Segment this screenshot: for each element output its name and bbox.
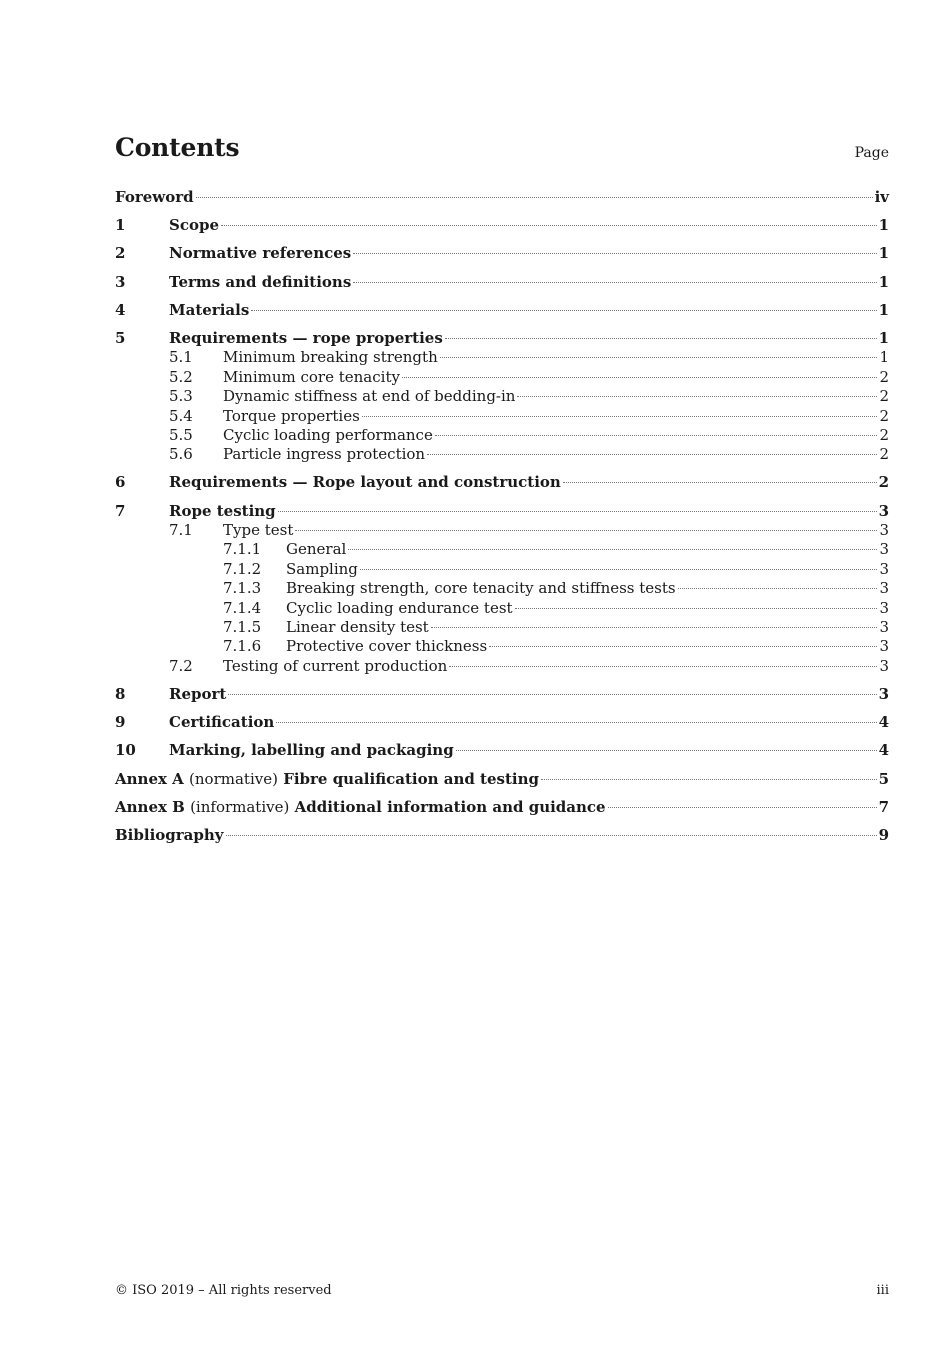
toc-entry[interactable]	[115, 657, 889, 676]
toc-entry-title: Requirements — rope properties	[169, 328, 443, 347]
dot-leader	[515, 607, 878, 609]
toc-entry[interactable]	[115, 426, 889, 445]
toc-entry-title: Dynamic stiffness at end of bedding-in	[223, 387, 516, 406]
toc-entry-number: 7.1	[169, 521, 193, 540]
toc-entry[interactable]	[115, 560, 889, 579]
toc-entry[interactable]	[115, 502, 889, 521]
toc-entry-number: 10	[115, 741, 136, 760]
dot-leader	[221, 224, 877, 226]
toc-entry-title: Terms and definitions	[169, 272, 352, 291]
toc-entry-title	[115, 770, 539, 789]
toc-entry[interactable]	[115, 473, 889, 492]
toc-entry-page: 3	[879, 637, 889, 656]
toc-entry[interactable]	[115, 579, 889, 598]
toc-entry-page: 3	[879, 521, 889, 540]
toc-entry-page: 5	[878, 769, 889, 788]
toc-entry-page: 3	[879, 598, 889, 617]
toc-entry-page: 1	[878, 272, 889, 291]
toc-entry-title: Requirements — Rope layout and construction	[169, 473, 561, 492]
toc-entry-title: General	[286, 540, 347, 559]
toc-entry-page: 1	[878, 216, 889, 235]
toc-entry[interactable]	[115, 445, 889, 464]
toc-entry-title: Normative references	[169, 244, 352, 263]
toc-entry-number: 7.1.1	[223, 540, 262, 559]
toc-entry-page: 1	[878, 328, 889, 347]
toc-entry-title: Breaking strength, core tenacity and stiffness tests	[286, 579, 676, 598]
toc-entry-title: Marking, labelling and packaging	[169, 741, 454, 760]
dot-leader	[402, 376, 878, 378]
toc-entry-title: Rope testing	[169, 501, 276, 520]
toc-entry-number: 8	[115, 684, 126, 703]
toc-entry-title: Minimum core tenacity	[223, 367, 400, 386]
dot-leader	[427, 453, 877, 455]
toc-entry-title: Cyclic loading endurance test	[286, 598, 513, 617]
toc-entry-title: Particle ingress protection	[223, 445, 426, 464]
toc-entry[interactable]	[115, 188, 889, 207]
toc-entry-title: Materials	[169, 300, 250, 319]
toc-entry-page: 1	[879, 348, 889, 367]
footer-page-number: iii	[876, 1283, 889, 1298]
dot-leader	[196, 196, 873, 198]
toc-entry-number: 7.1.5	[223, 618, 262, 636]
toc-entry-page: 2	[879, 425, 889, 444]
toc-entry-number: 4	[115, 300, 126, 319]
toc-entry[interactable]	[115, 387, 889, 406]
toc-entry-title: Foreword	[115, 188, 194, 206]
footer-copyright: © ISO 2019 – All rights reserved	[115, 1283, 332, 1298]
dot-leader	[295, 529, 877, 531]
dot-leader	[445, 337, 877, 339]
toc-entry-page: 3	[879, 579, 889, 598]
toc-entry-page: 3	[879, 656, 889, 675]
dot-leader	[251, 309, 876, 311]
toc-entry-number: 5.2	[169, 367, 193, 386]
toc-entry[interactable]	[115, 770, 889, 789]
dot-leader	[449, 665, 877, 667]
dot-leader	[678, 587, 878, 589]
toc-entry[interactable]	[115, 713, 889, 732]
dot-leader	[362, 415, 878, 417]
toc-entry[interactable]	[115, 216, 889, 235]
dot-leader	[431, 626, 878, 628]
toc-entry[interactable]	[115, 273, 889, 292]
annex-type: (normative)	[189, 769, 278, 788]
toc-entry-number: 6	[115, 473, 126, 492]
dot-leader	[456, 749, 877, 751]
dot-leader	[489, 645, 877, 647]
table-of-contents	[115, 188, 889, 845]
toc-entry-number: 7.1.2	[223, 559, 262, 578]
toc-entry-title: Type test	[223, 521, 294, 540]
toc-entry-title	[115, 798, 606, 817]
toc-entry-page: 2	[879, 367, 889, 386]
toc-entry-page: 2	[879, 445, 889, 464]
toc-entry-title: Bibliography	[115, 825, 224, 844]
toc-entry-number: 5.3	[169, 387, 193, 406]
toc-entry-number: 7.1.6	[223, 637, 262, 656]
toc-entry-page: 2	[879, 406, 889, 425]
dot-leader	[440, 356, 878, 358]
toc-entry-page: 7	[878, 797, 889, 816]
dot-leader	[608, 806, 877, 808]
toc-entry-title: Minimum breaking strength	[223, 348, 438, 367]
toc-entry-title: Testing of current production	[223, 656, 448, 675]
toc-entry-title: Torque properties	[223, 406, 360, 425]
toc-entry-title: Scope	[169, 216, 220, 235]
dot-leader	[563, 481, 877, 483]
toc-entry-title: Linear density test	[286, 618, 429, 636]
toc-entry[interactable]	[115, 407, 889, 426]
toc-entry-number: 3	[115, 272, 126, 291]
toc-entry-page: 4	[878, 741, 889, 760]
toc-entry-number: 7	[115, 501, 126, 520]
toc-entry-page: 2	[879, 387, 889, 406]
toc-entry-page: 9	[878, 825, 889, 844]
toc-entry[interactable]	[115, 329, 889, 348]
toc-entry[interactable]	[115, 301, 889, 320]
toc-entry[interactable]	[115, 244, 889, 263]
dot-leader	[517, 395, 877, 397]
annex-title: Additional information and guidance	[294, 797, 606, 816]
toc-entry[interactable]	[115, 348, 889, 367]
dot-leader	[276, 721, 876, 723]
toc-entry-number: 5.5	[169, 425, 193, 444]
toc-entry-page: 3	[878, 501, 889, 520]
dot-leader	[278, 510, 877, 512]
dot-leader	[353, 281, 876, 283]
dot-leader	[228, 693, 876, 695]
toc-entry-page: 1	[878, 300, 889, 319]
toc-entry[interactable]	[115, 618, 889, 637]
dot-leader	[360, 568, 878, 570]
dot-leader	[353, 252, 876, 254]
toc-entry-number: 5.6	[169, 445, 193, 464]
toc-entry-number: 7.1.3	[223, 579, 262, 598]
toc-entry[interactable]	[115, 798, 889, 817]
toc-entry-number: 7.1.4	[223, 598, 262, 617]
toc-entry[interactable]	[115, 685, 889, 704]
dot-leader	[226, 834, 877, 836]
toc-entry-title: Protective cover thickness	[286, 637, 488, 656]
toc-entry-page: 3	[878, 684, 889, 703]
annex-label: Annex B	[115, 797, 185, 816]
toc-entry-number: 5.1	[169, 348, 193, 367]
toc-entry[interactable]	[115, 521, 889, 540]
toc-entry[interactable]	[115, 741, 889, 760]
toc-entry-page: 3	[879, 559, 889, 578]
toc-entry-page: 2	[878, 473, 889, 492]
toc-entry-title: Cyclic loading performance	[223, 425, 433, 444]
page-title: Contents	[115, 133, 240, 162]
dot-leader	[348, 548, 877, 550]
toc-entry-title: Report	[169, 684, 227, 703]
toc-entry-number: 5.4	[169, 406, 193, 425]
toc-entry[interactable]	[115, 599, 889, 618]
annex-title: Fibre qualification and testing	[283, 769, 539, 788]
annex-type: (informative)	[190, 797, 290, 816]
toc-entry[interactable]	[115, 826, 889, 845]
toc-entry-title: Certification	[169, 713, 275, 732]
toc-entry-title: Sampling	[286, 559, 358, 578]
dot-leader	[541, 778, 877, 780]
toc-entry[interactable]	[115, 637, 889, 656]
toc-entry-number: 9	[115, 713, 126, 732]
page-column-label: Page	[854, 145, 889, 161]
toc-entry-page: iv	[874, 188, 889, 206]
annex-label: Annex A	[115, 769, 184, 788]
toc-entry-page: 3	[879, 540, 889, 559]
toc-entry-number: 2	[115, 244, 126, 263]
dot-leader	[435, 434, 878, 436]
toc-entry[interactable]	[115, 368, 889, 387]
toc-entry-number: 1	[115, 216, 126, 235]
toc-entry-page: 4	[878, 713, 889, 732]
toc-entry-page: 3	[879, 618, 889, 636]
toc-entry[interactable]	[115, 540, 889, 559]
toc-entry-number: 5	[115, 328, 126, 347]
toc-entry-page: 1	[878, 244, 889, 263]
toc-entry-number: 7.2	[169, 656, 193, 675]
